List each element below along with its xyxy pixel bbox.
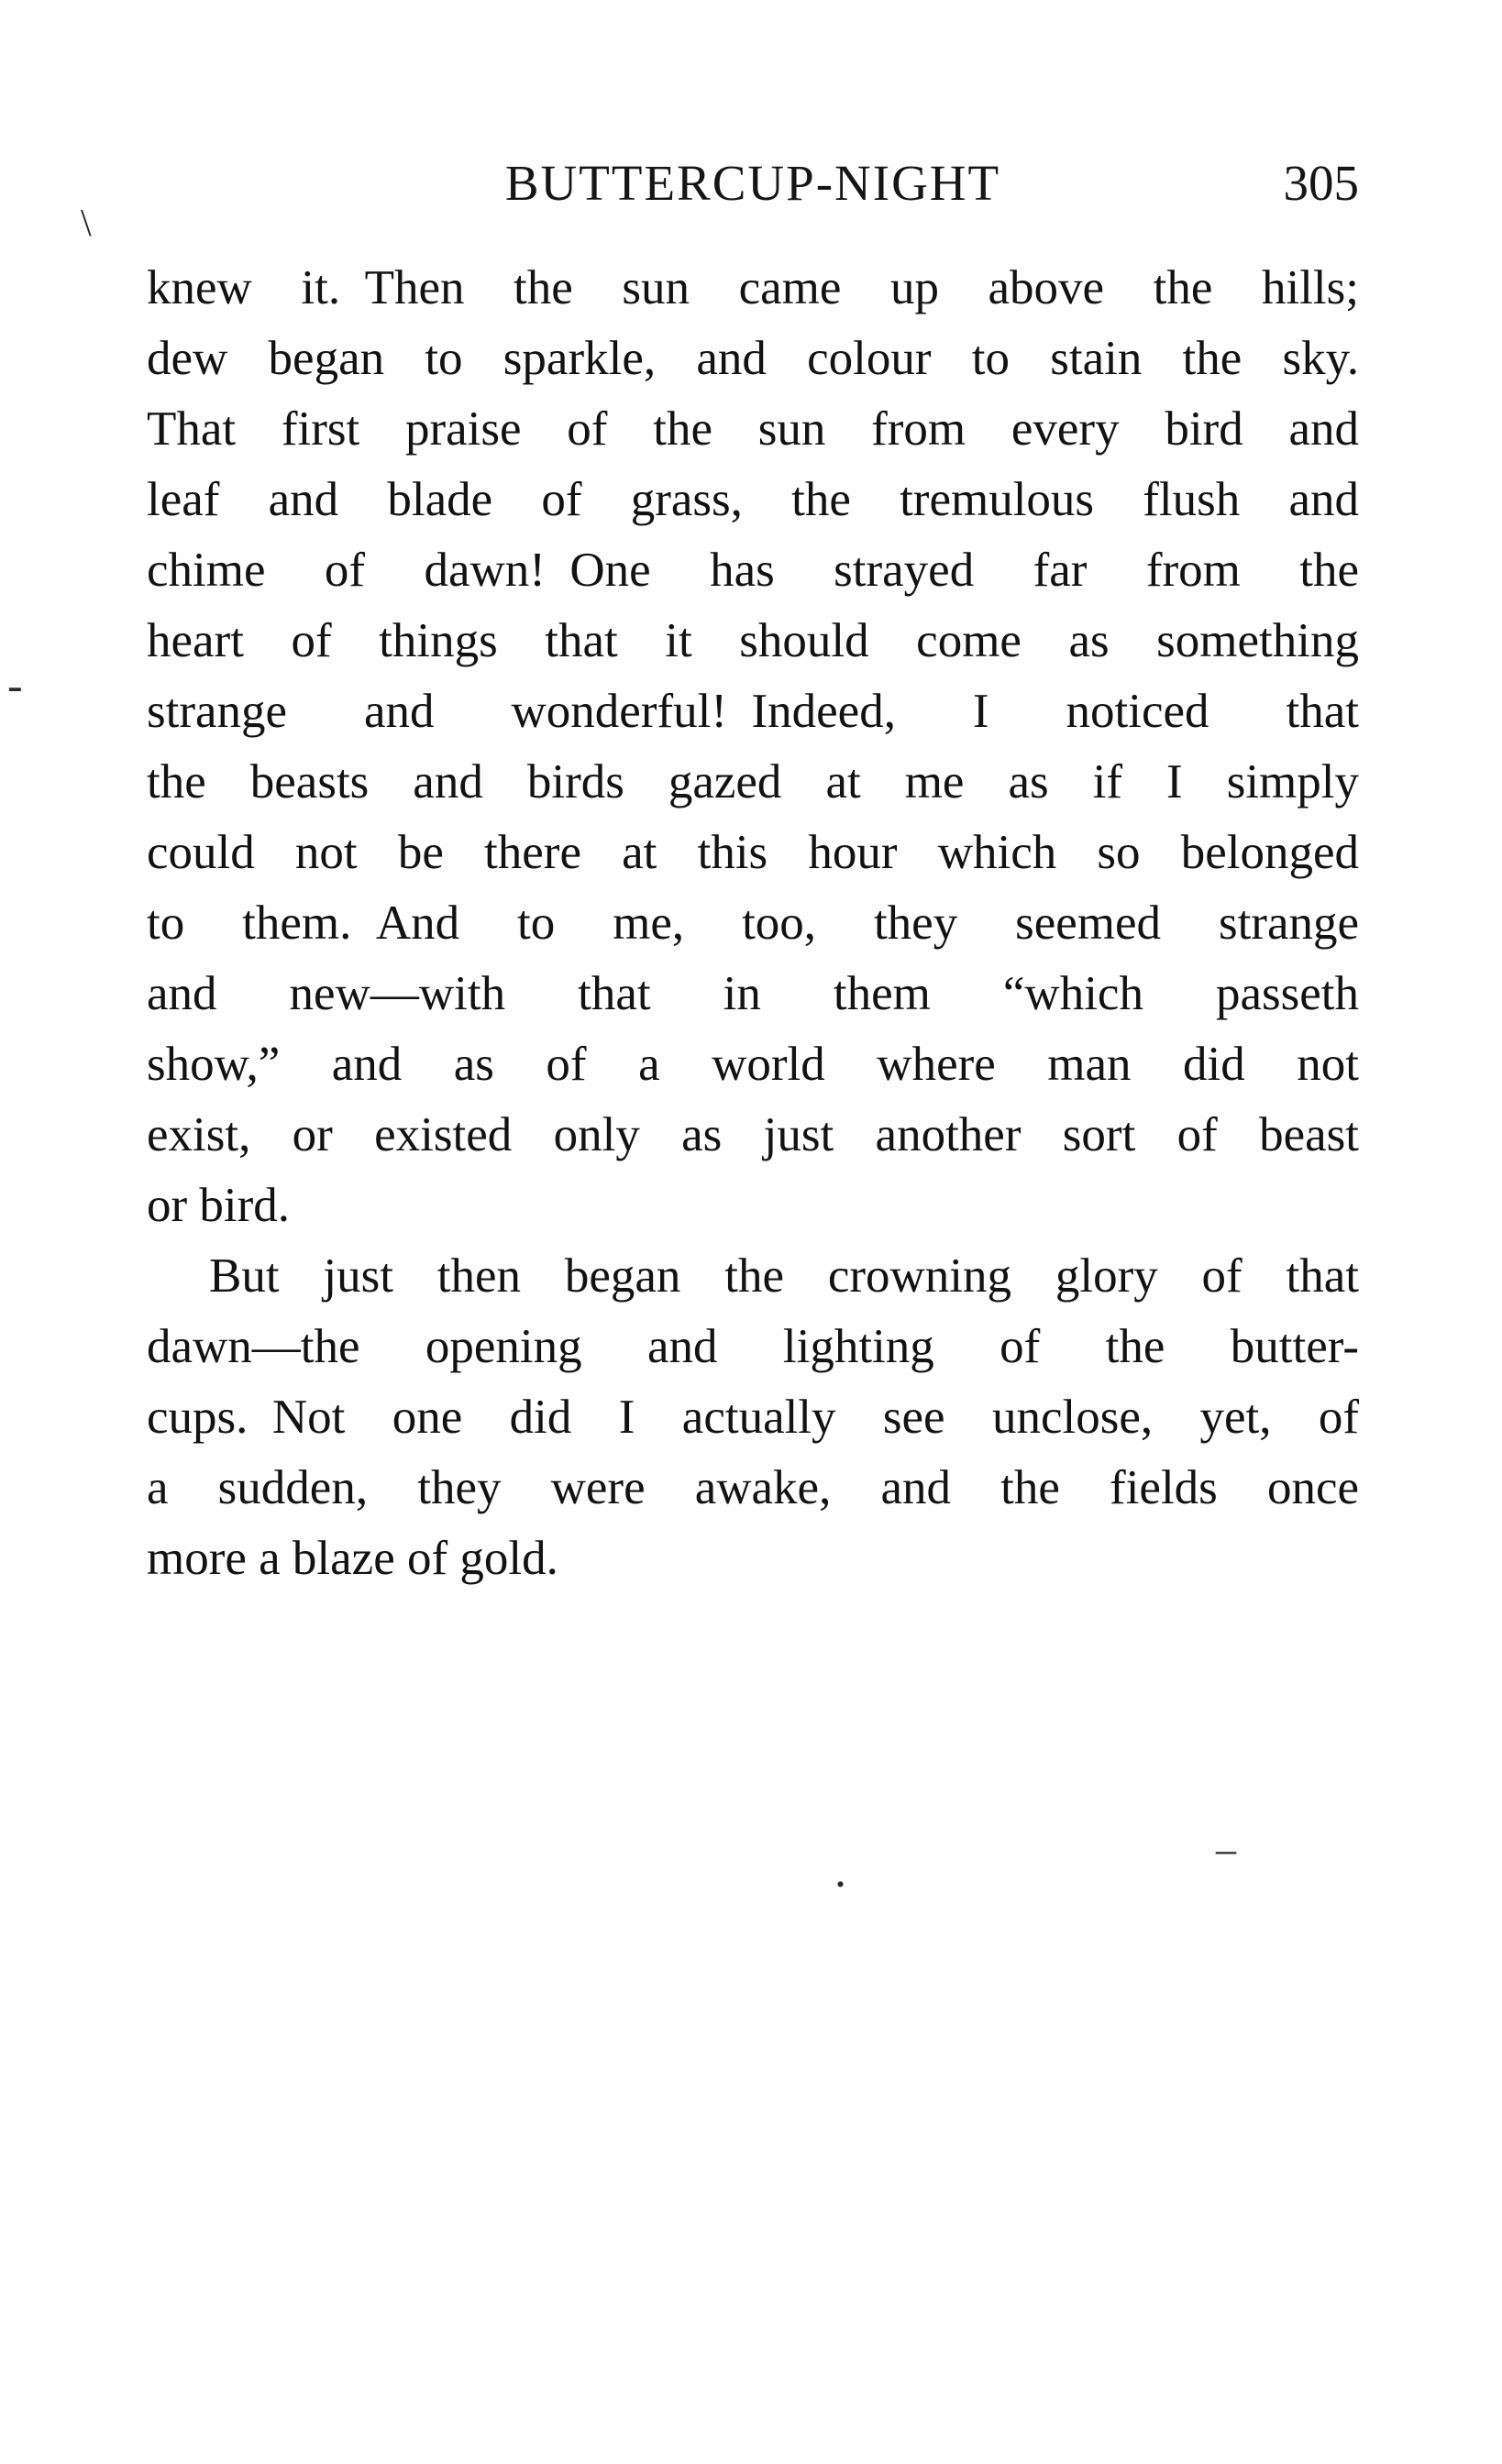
text-line: and new—with that in them “which passeth (147, 967, 1359, 1020)
page-number: 305 (1283, 155, 1359, 211)
text-line: the beasts and birds gazed at me as if I simply (147, 755, 1359, 808)
text-line: dawn—the opening and lighting of the butter- (147, 1320, 1359, 1373)
scan-artifact-mark: - (7, 659, 23, 710)
text-line: heart of things that it should come as something (147, 614, 1359, 667)
page-title: BUTTERCUP-NIGHT (504, 155, 1001, 211)
text-line: chime of dawn! One has strayed far from the (147, 544, 1359, 597)
text-line: more a blaze of gold. (147, 1532, 558, 1585)
text-line: dew began to sparkle, and colour to stain the sky. (147, 332, 1359, 385)
text-line: knew it. Then the sun came up above the hills; (147, 261, 1359, 314)
text-line: show,” and as of a world where man did not (147, 1038, 1359, 1091)
text-line: to them. And to me, too, they seemed strange (147, 896, 1359, 950)
scan-artifact-mark: . (834, 1845, 846, 1898)
text-line: cups. Not one did I actually see unclose, yet, of (147, 1391, 1359, 1444)
text-line: But just then began the crowning glory of that (209, 1249, 1359, 1303)
running-header (147, 154, 1359, 227)
text-line: or bird. (147, 1179, 291, 1232)
text-line: strange and wonderful! Indeed, I noticed that (147, 685, 1359, 738)
text-line: could not be there at this hour which so belonged (147, 826, 1359, 879)
text-line: a sudden, they were awake, and the fields once (147, 1461, 1359, 1514)
text-line: That first praise of the sun from every bird and (147, 402, 1359, 456)
paragraph (147, 253, 1359, 1241)
scan-artifact-mark: – (1216, 1827, 1236, 1872)
text-line: leaf and blade of grass, the tremulous flush and (147, 473, 1359, 526)
scan-artifact-mark: \ (81, 203, 92, 245)
paragraph (147, 1241, 1359, 1594)
text-line: exist, or existed only as just another sort of beast (147, 1108, 1359, 1161)
body-text (147, 253, 1359, 1594)
